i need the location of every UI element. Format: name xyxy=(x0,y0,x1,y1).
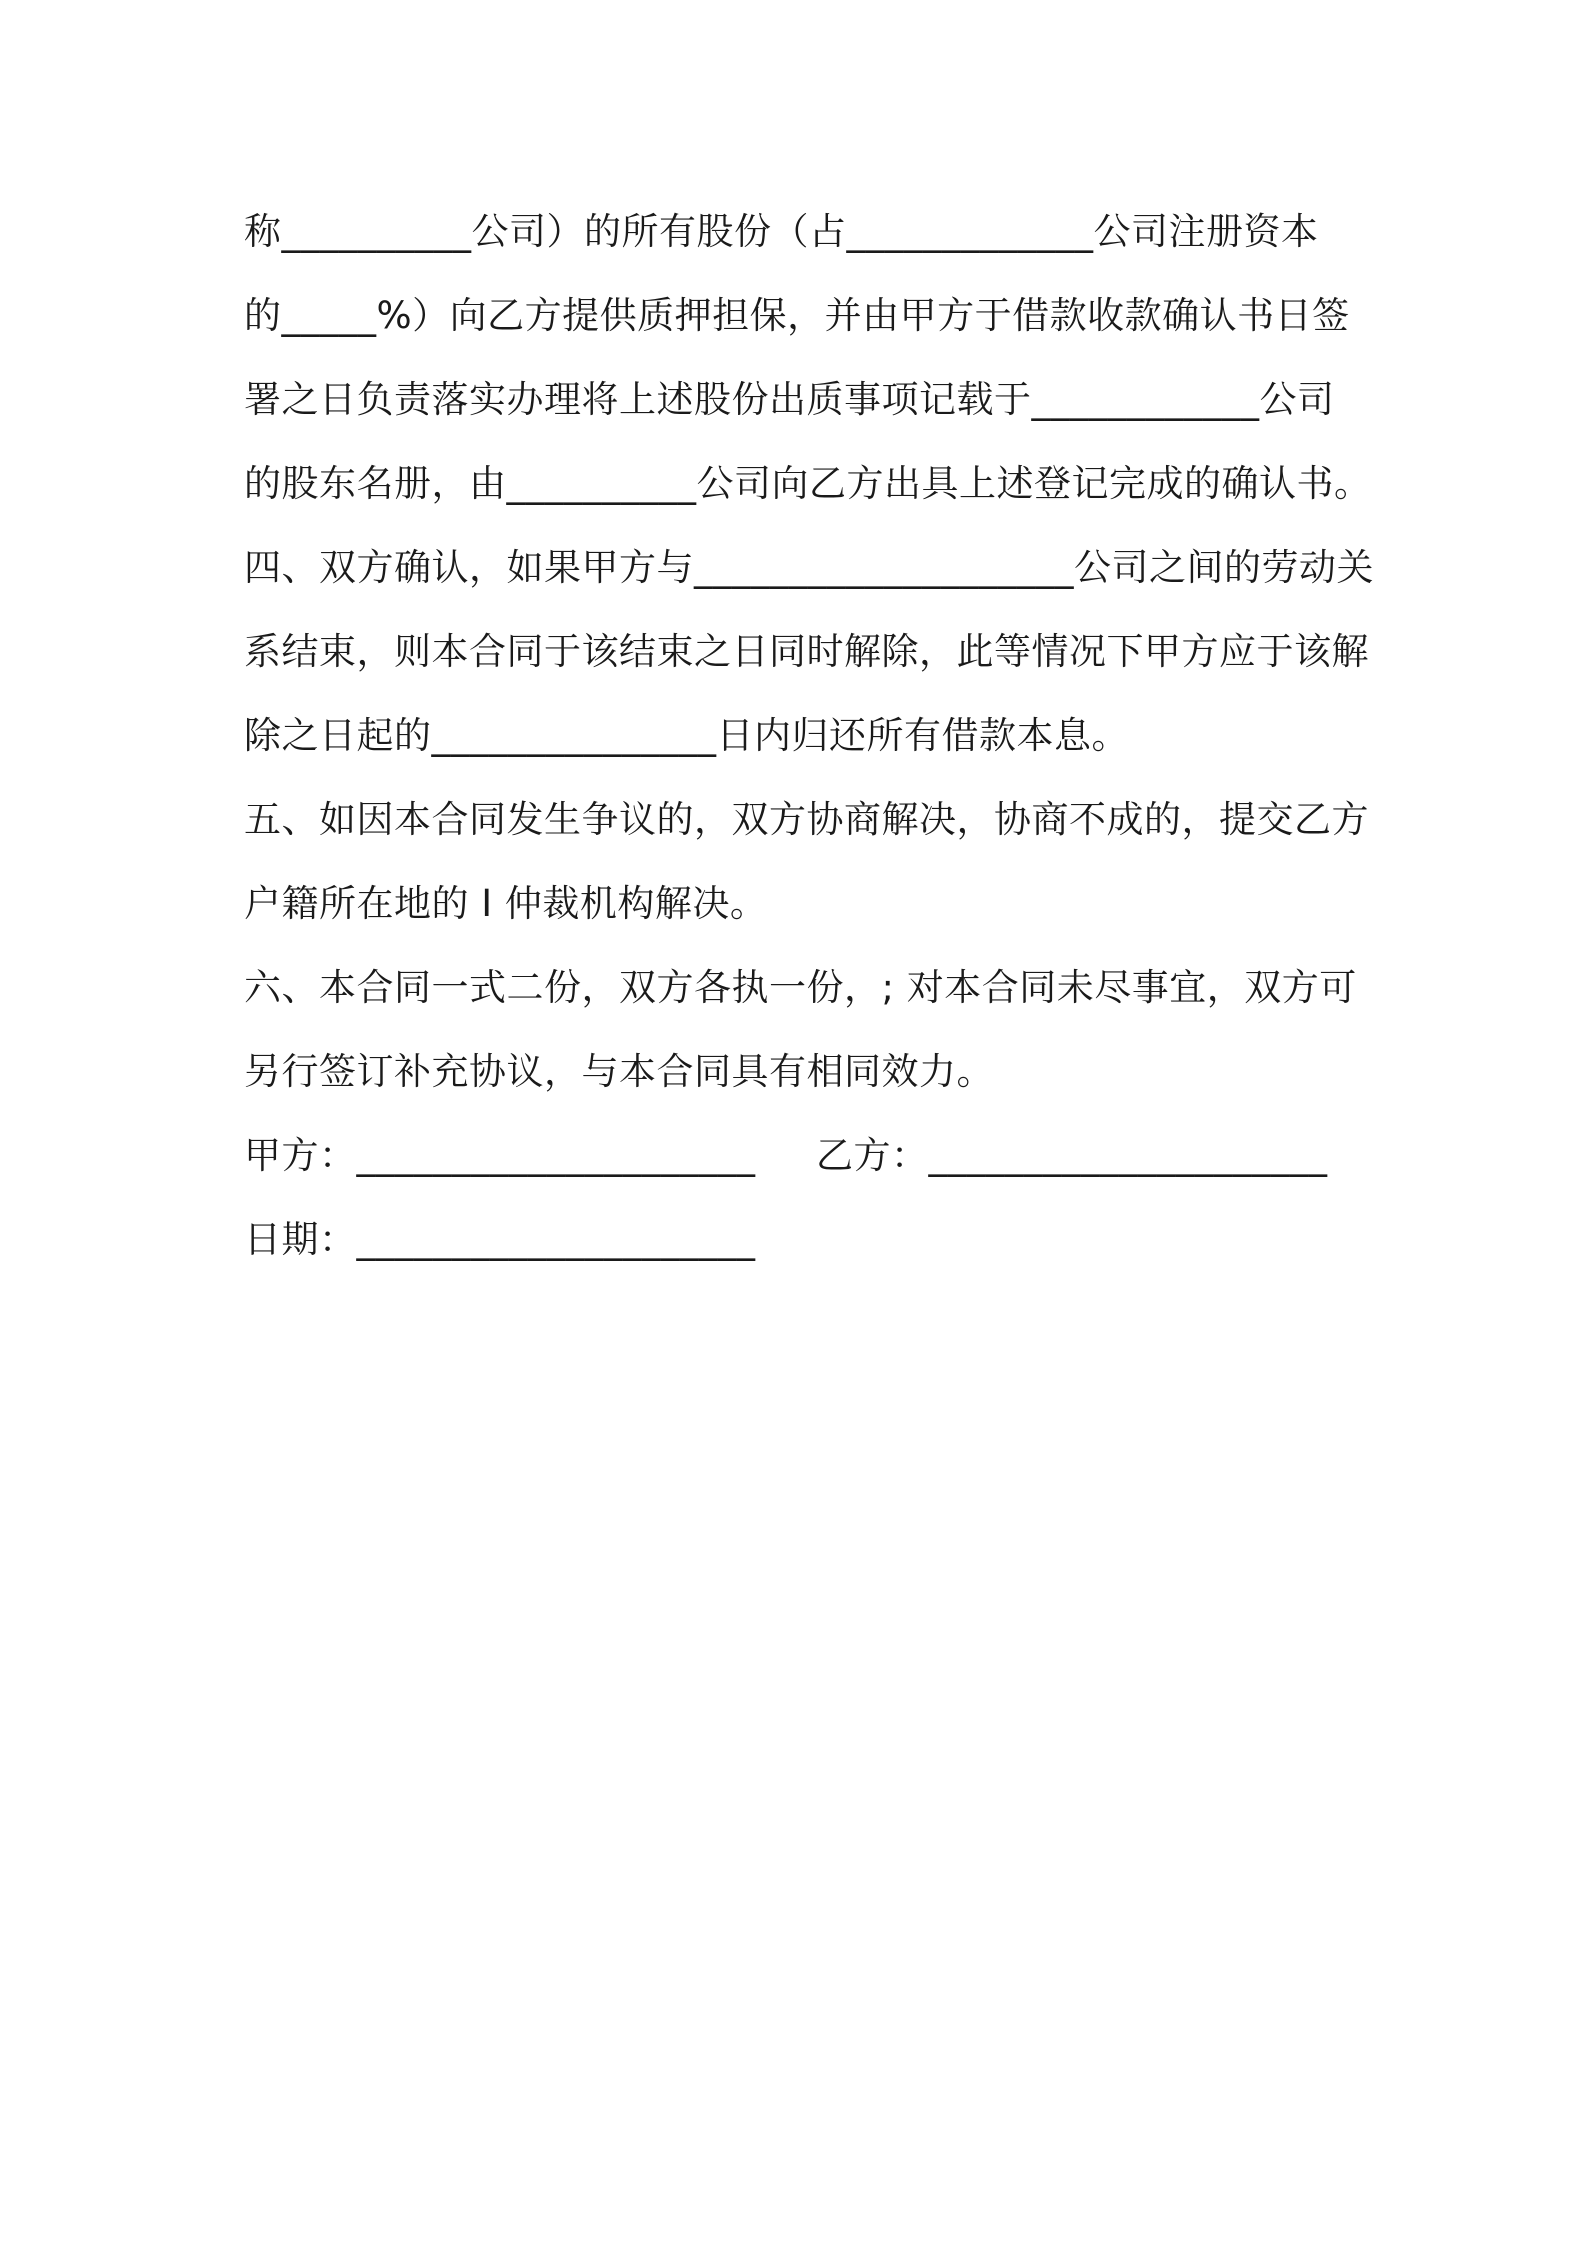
clause-six-line-1: 六、本合同一式二份，双方各执一份，; 对本合同未尽事宜，双方可 xyxy=(244,966,1357,1009)
paragraph-line-4: 的股东名册，由__________公司向乙方出具上述登记完成的确认书。 xyxy=(244,462,1372,505)
party-b-signature: 乙方：_____________________ xyxy=(816,1134,1328,1177)
date-row xyxy=(244,1208,1374,1292)
paragraph-line-3: 署之日负责落实办理将上述股份出质事项记载于____________公司 xyxy=(244,378,1335,421)
clause-four-line-1: 四、双方确认，如果甲方与____________________公司之间的劳动关 xyxy=(244,546,1374,589)
paragraph-line-1: 称__________公司）的所有股份（占_____________公司注册资本 xyxy=(244,210,1319,253)
clause-five-line-2: 户籍所在地的 I 仲裁机构解决。 xyxy=(244,882,768,925)
signature-row xyxy=(244,1124,1374,1208)
paragraph-line-2: 的_____%）向乙方提供质押担保，并由甲方于借款收款确认书日签 xyxy=(244,294,1350,337)
clause-six-line-2: 另行签订补充协议，与本合同具有相同效力。 xyxy=(244,1050,994,1093)
clause-five-line-1: 五、如因本合同发生争议的，双方协商解决，协商不成的，提交乙方 xyxy=(244,798,1369,841)
clause-four-line-2: 系结束，则本合同于该结束之日同时解除，此等情况下甲方应于该解 xyxy=(244,630,1369,673)
party-a-signature: 甲方：_____________________ xyxy=(244,1134,756,1177)
contract-body xyxy=(244,200,1374,1292)
date-signature: 日期：_____________________ xyxy=(244,1218,756,1261)
clause-four-line-3: 除之日起的_______________日内归还所有借款本息。 xyxy=(244,714,1129,757)
